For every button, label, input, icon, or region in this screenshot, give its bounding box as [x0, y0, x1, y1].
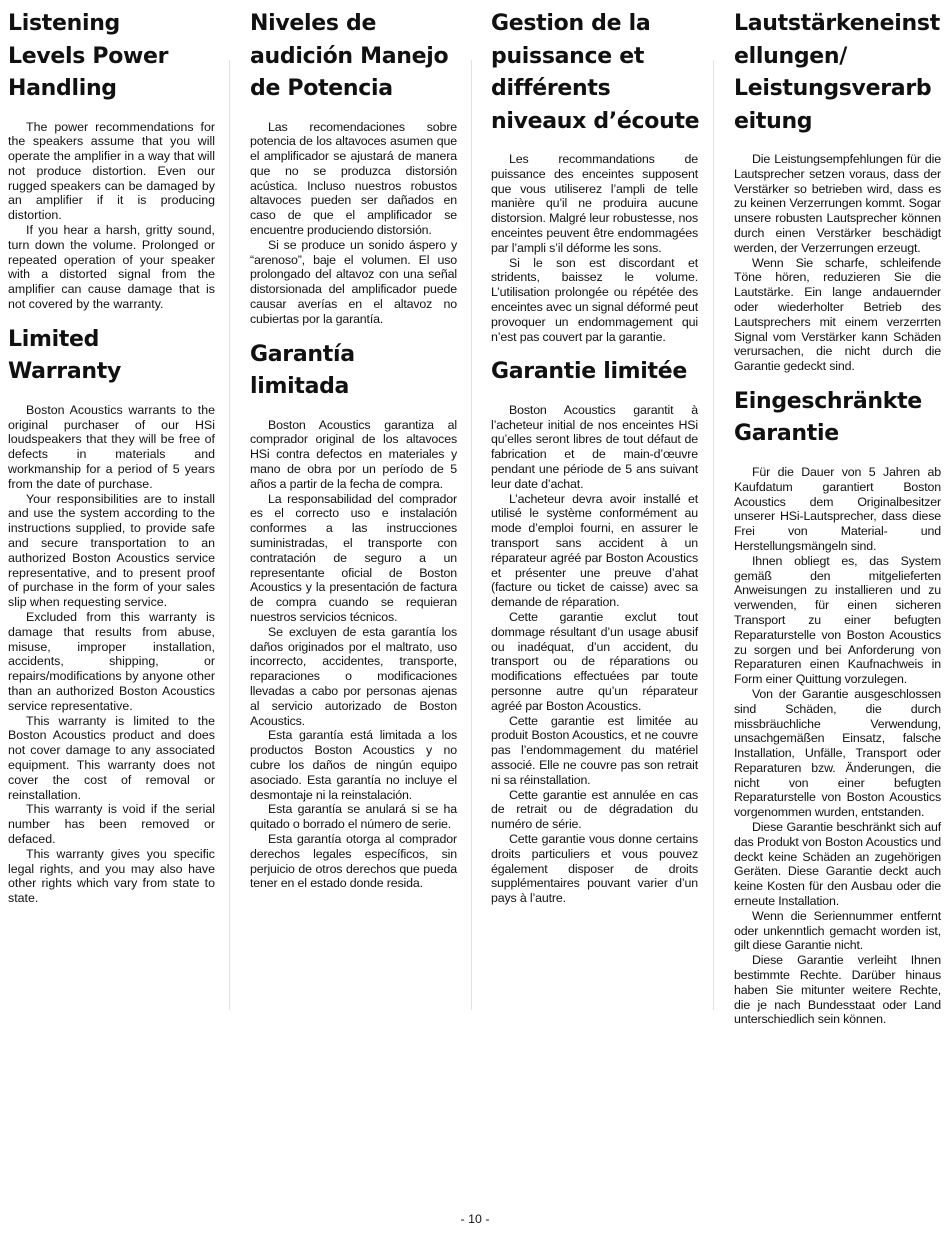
- column-divider: [713, 60, 714, 1010]
- paragraph: Wenn Sie scharfe, schleifende Töne hören, reduzieren Sie die Lautstärke. Ein lange andauernder oder wiederholter Betrieb des Lautsprechers mit einem verzerrten Signal vom Verstärker kann Schäden verursachen, die nicht durch die Garantie gedeckt sind.: [734, 255, 941, 374]
- heading-limited-warranty: Limited Warranty: [8, 326, 121, 385]
- section-limited-warranty: [8, 324, 215, 906]
- paragraph: Von der Garantie ausgeschlossen sind Schäden, die durch missbräuchliche Verwendung, unsachgemäßen Einsatz, falsche Installation, Unfälle, Transport oder Reparaturen bzw. Änderungen, die nicht von einer befugten Reparaturstelle von Boston Acoustics vorgenommen wurden, entstanden.: [734, 686, 941, 820]
- paragraph: Für die Dauer von 5 Jahren ab Kaufdatum garantiert Boston Acoustics dem Originalbesitzer unserer HSi-Lautsprecher, dass diese Frei von Material- und Herstellungsmängeln sind.: [734, 464, 941, 553]
- paragraph: The power recommendations for the speakers assume that you will operate the amplifier in a way that will not produce distortion. Even our rugged speakers can be damaged by an amplifier if it is producing distortion.: [8, 119, 215, 223]
- paragraph: Boston Acoustics garantit à l’acheteur initial de nos enceintes HSi qu’elles seront libres de tout défaut de fabrication et de main-d’œuvre pendant une période de 5 ans suivant leur date d’achat.: [491, 402, 698, 491]
- column-divider: [229, 60, 230, 1010]
- paragraph: Cette garantie est limitée au produit Boston Acoustics, et ne couvre pas l’endommagement du matériel associé. Elle ne couvre pas son retrait ni sa réinstallation.: [491, 713, 698, 787]
- paragraph: If you hear a harsh, gritty sound, turn down the volume. Prolonged or repeated operation of your speaker with a distorted signal from the amplifier can cause damage that is not covered by the warranty.: [8, 223, 215, 312]
- column-english: [8, 8, 215, 918]
- paragraph: Cette garantie vous donne certains droits particuliers et vous pouvez également disposer de droits supplémentaires pouvant varier d’un pays à l’autre.: [491, 831, 698, 906]
- paragraph: Excluded from this warranty is damage that results from abuse, misuse, improper installation, accidents, shipping, or repairs/modifications by anyone other than an authorized Boston Acoustics service representative.: [8, 610, 215, 713]
- paragraph: This warranty is limited to the Boston Acoustics product and does not cover damage to any associated equipment. This warranty does not cover the cost of removal or reinstallation.: [8, 713, 215, 802]
- paragraph: Les recommandations de puissance des enceintes supposent que vous utiliserez l’ampli de telle manière qu’il ne produira aucune distorsion. Malgré leur robustesse, nos enceintes peuvent être endommagées par l’ampli s’il déforme les sons.: [491, 152, 698, 255]
- paragraph: Esta garantía se anulará si se ha quitado o borrado el número de serie.: [250, 802, 457, 832]
- heading-eingeschraenkte-garantie: Eingeschränkte Garantie: [734, 388, 922, 447]
- section-garantia-limitada: [250, 339, 457, 892]
- section-listening-levels: [8, 8, 215, 312]
- page-number: - 10 -: [460, 1212, 490, 1226]
- paragraph: Diese Garantie beschränkt sich auf das Produkt von Boston Acoustics und deckt keine Schäden an zugehörigen Geräten. Diese Garantie deckt auch keine Kosten für den Ausbau oder die erneute Installation.: [734, 820, 941, 909]
- section-gestion-de-la-puissance: [491, 8, 698, 344]
- paragraph: Die Leistungsempfehlungen für die Lautsprecher setzen voraus, dass der Verstärker so betrieben wird, dass es zu keinen Verzerrungen kommt. Sogar unsere robusten Lautsprecher können durch einen Verstärker beschädigt werden, der Verzerrungen erzeugt.: [734, 152, 941, 255]
- column-french: [491, 8, 698, 918]
- heading-lautstaerkeneinstellungen: Lautstärkeneinstellungen/ Leistungsverarbeitung: [734, 11, 940, 134]
- paragraph: Si se produce un sonido áspero y “arenoso”, baje el volumen. El uso prolongado del altavoz con una señal distorsionada del amplificador puede causar averías en el altavoz no cubiertas por la garantía.: [250, 237, 457, 326]
- paragraph: Las recomendaciones sobre potencia de los altavoces asumen que el amplificador se ajustará de manera que no se produzca distorsión acústica. Incluso nuestros robustos altavoces pueden ser dañados en caso de que el amplificador se encuentre produciendo distorsión.: [250, 119, 457, 238]
- paragraph: Esta garantía está limitada a los productos Boston Acoustics y no cubre los daños de ningún equipo asociado. Esta garantía no incluye el desmontaje ni la reinstalación.: [250, 728, 457, 802]
- section-eingeschraenkte-garantie: [734, 386, 941, 1027]
- column-spanish: [250, 8, 457, 903]
- column-german: [734, 8, 941, 1039]
- paragraph: Esta garantía otorga al comprador derechos legales específicos, sin perjuicio de otros derechos que pueda tener en el estado donde resida.: [250, 831, 457, 891]
- paragraph: Ihnen obliegt es, das System gemäß den mitgelieferten Anweisungen zu installieren und zu verwenden, für einen sicheren Transport zu einer befugten Reparaturstelle von Boston Acoustics zu sorgen und bei Anforderung von Reparaturen einen Kaufnachweis in Form einer Quittung vorzulegen.: [734, 553, 941, 687]
- paragraph: This warranty gives you specific legal rights, and you may also have other rights which vary from state to state.: [8, 846, 215, 906]
- column-divider: [471, 60, 472, 1010]
- paragraph: Boston Acoustics warrants to the original purchaser of our HSi loudspeakers that they will be free of defects in materials and workmanship for a period of 5 years from the date of purchase.: [8, 402, 215, 491]
- section-lautstaerkeneinstellungen: [734, 8, 941, 374]
- paragraph: Cette garantie est annulée en cas de retrait ou de dégradation du numéro de série.: [491, 787, 698, 832]
- paragraph: This warranty is void if the serial number has been removed or defaced.: [8, 802, 215, 846]
- paragraph: Wenn die Seriennummer entfernt oder unkenntlich gemacht worden ist, gilt diese Garantie nicht.: [734, 908, 941, 953]
- section-niveles-de-audicion: [250, 8, 457, 327]
- heading-garantia-limitada: Garantía limitada: [250, 341, 355, 400]
- section-garantie-limitee: [491, 356, 698, 906]
- paragraph: Your responsibilities are to install and use the system according to the instructions supplied, to provide safe and secure transportation to an authorized Boston Acoustics service representative, and to present proof of purchase in the form of your sales slip when requesting service.: [8, 491, 215, 610]
- heading-garantie-limitee: Garantie limitée: [491, 359, 688, 385]
- paragraph: Si le son est discordant et stridents, baissez le volume. L’utilisation prolongée ou répétée des enceintes avec un signal déformé peut provoquer un endommagement qui n’est pas couvert par la garantie.: [491, 255, 698, 344]
- heading-gestion-de-la-puissance: Gestion de la puissance et différents niveaux d’écoute: [491, 11, 700, 134]
- heading-listening-levels: Listening Levels Power Handling: [8, 11, 169, 101]
- paragraph: La responsabilidad del comprador es el correcto uso e instalación conformes a las instrucciones suministradas, el transporte con contratación de seguro a un representante oficial de Boston Acoustics y la presentación de factura de compra cuando se requieran nuestros servicios técnicos.: [250, 491, 457, 625]
- heading-niveles-de-audicion: Niveles de audición Manejo de Potencia: [250, 11, 449, 101]
- paragraph: Diese Garantie verleiht Ihnen bestimmte Rechte. Darüber hinaus haben Sie mitunter weitere Rechte, die je nach Bundesstaat oder Land unterschiedlich sein können.: [734, 953, 941, 1027]
- paragraph: Se excluyen de esta garantía los daños originados por el maltrato, uso incorrecto, accidentes, transporte, reparaciones o modificaciones llevadas a cabo por personas ajenas al servicio autorizado de Boston Acoustics.: [250, 624, 457, 728]
- paragraph: Boston Acoustics garantiza al comprador original de los altavoces HSi contra defectos en materiales y mano de obra por un período de 5 años a partir de la fecha de compra.: [250, 417, 457, 491]
- paragraph: L’acheteur devra avoir installé et utilisé le système conformément au mode d’emploi fourni, en assurer le transport sans accident à un réparateur agréé par Boston Acoustics et présenter une preuve d’ahat (facture ou ticket de caisse) avec sa demande de réparation.: [491, 491, 698, 610]
- paragraph: Cette garantie exclut tout dommage résultant d’un usage abusif ou inadéquat, d’un accident, du transport ou de réparations ou modifications effectuées par toute personne autre qu’un réparateur agréé par Boston Acoustics.: [491, 610, 698, 713]
